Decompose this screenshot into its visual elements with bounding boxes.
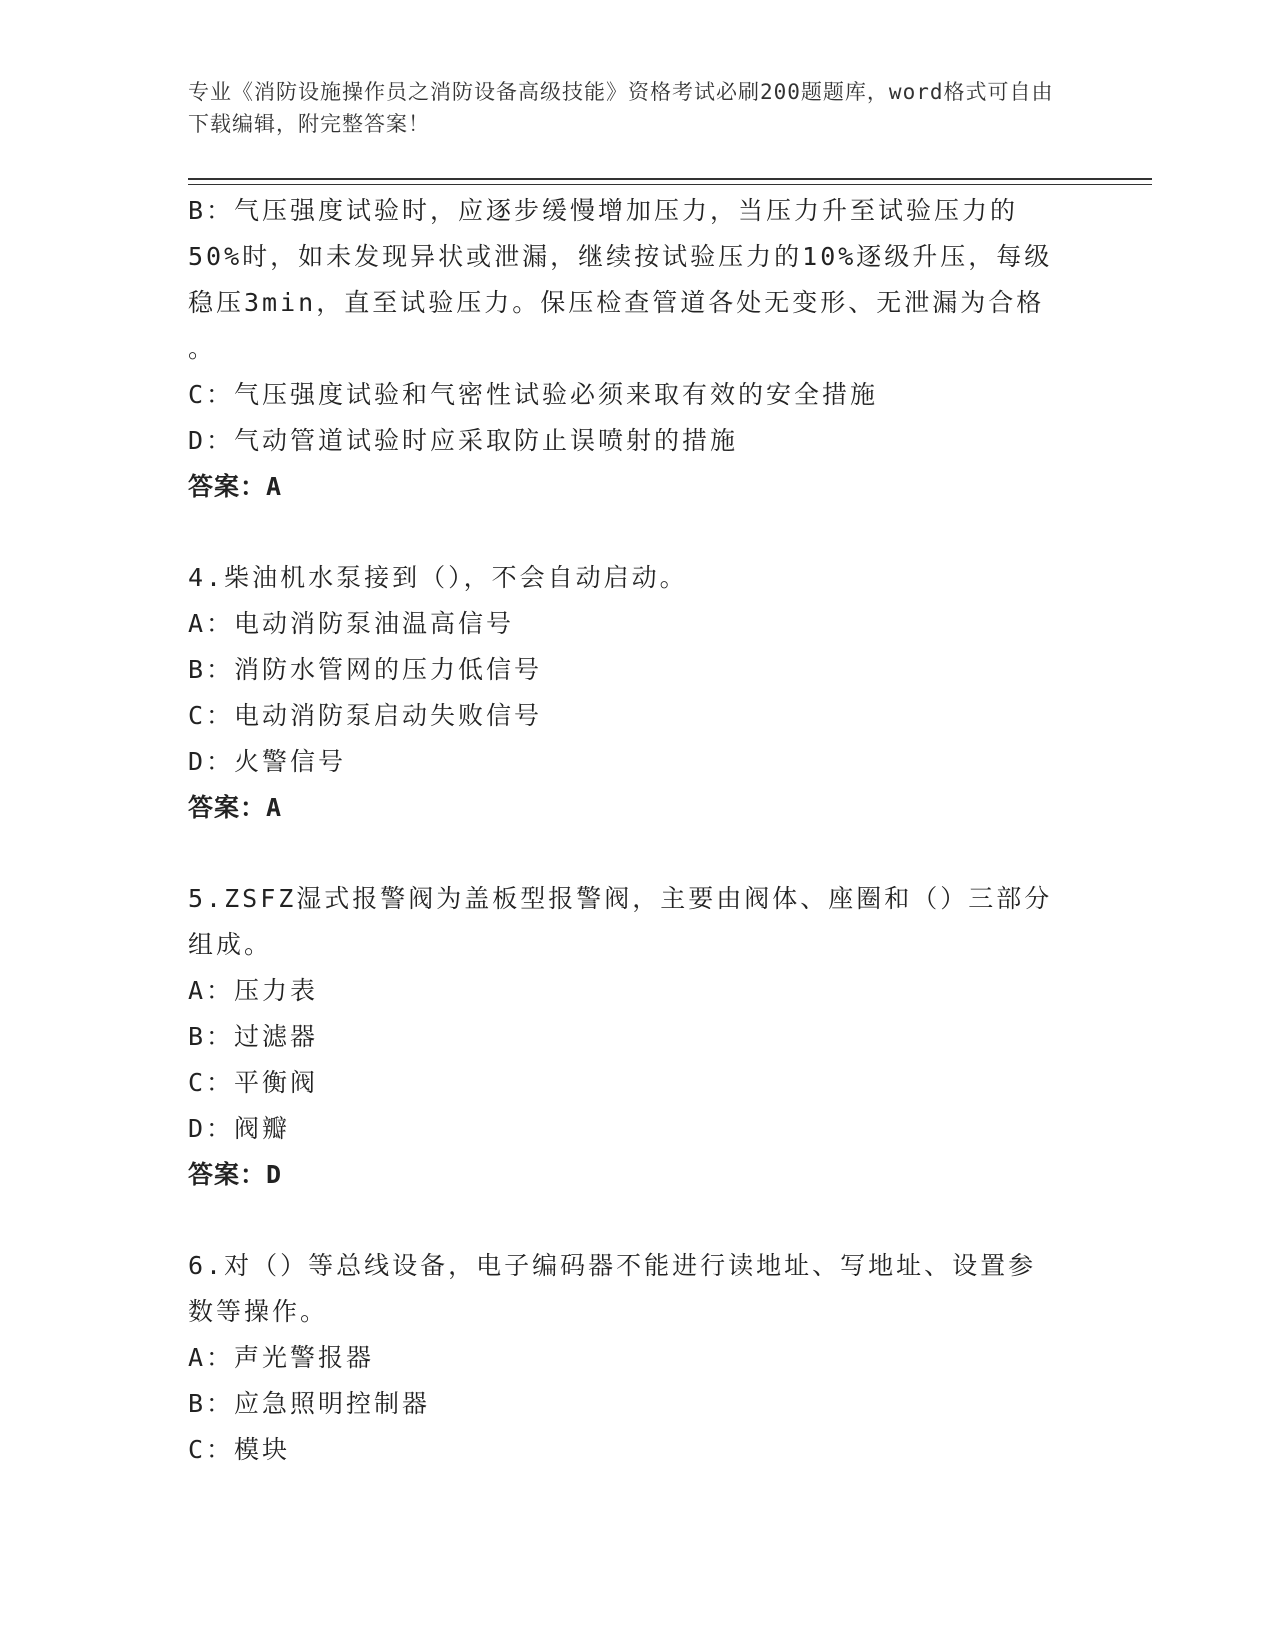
q3-option-b-line-2: 50%时，如未发现异状或泄漏，继续按试验压力的10%逐级升压，每级 [188,242,1053,271]
q4-option-a: A：电动消防泵油温高信号 [188,609,515,638]
q5-option-a: A：压力表 [188,976,319,1005]
q5-stem-line-1: 5.ZSFZ湿式报警阀为盖板型报警阀，主要由阀体、座圈和（）三部分 [188,884,1053,913]
header-rule-thick [188,178,1152,180]
q5-option-b: B：过滤器 [188,1022,319,1051]
document-header [188,76,1068,140]
q6-option-a: A：声光警报器 [188,1343,375,1372]
q4-option-d: D：火警信号 [188,747,347,776]
q5-option-d: D：阀瓣 [188,1114,291,1143]
q3-answer: 答案：A [188,472,283,501]
q3-option-c: C：气压强度试验和气密性试验必须来取有效的安全措施 [188,380,879,409]
q5-stem-line-2: 组成。 [188,930,273,959]
q6-stem-line-1: 6.对（）等总线设备，电子编码器不能进行读地址、写地址、设置参 [188,1251,1037,1280]
question-3 [188,188,1068,510]
q6-stem-line-2: 数等操作。 [188,1297,329,1326]
question-5 [188,876,1068,1198]
q3-option-d: D：气动管道试验时应采取防止误喷射的措施 [188,426,739,455]
q4-option-c: C：电动消防泵启动失败信号 [188,701,543,730]
spacer [188,831,1068,876]
spacer [188,1198,1068,1243]
q5-option-c: C：平衡阀 [188,1068,319,1097]
question-6 [188,1243,1068,1473]
question-4 [188,555,1068,831]
q3-option-b-line-3: 稳压3min，直至试验压力。保压检查管道各处无变形、无泄漏为合格 [188,288,1045,317]
spacer [188,510,1068,555]
q4-option-b: B：消防水管网的压力低信号 [188,655,543,684]
document-body [188,188,1068,1473]
q4-answer: 答案：A [188,793,283,822]
q6-option-b: B：应急照明控制器 [188,1389,431,1418]
q3-option-b-line-1: B：气压强度试验时，应逐步缓慢增加压力，当压力升至试验压力的 [188,196,1019,225]
header-text: 专业《消防设施操作员之消防设备高级技能》资格考试必刷200题题库，word格式可自由下载编辑，附完整答案！ [188,80,1054,136]
q6-option-c: C：模块 [188,1435,291,1464]
q3-option-b-line-4: 。 [188,334,217,363]
q5-answer: 答案：D [188,1160,283,1189]
header-rule-thin [188,184,1152,185]
q4-stem: 4.柴油机水泵接到（），不会自动启动。 [188,563,688,592]
